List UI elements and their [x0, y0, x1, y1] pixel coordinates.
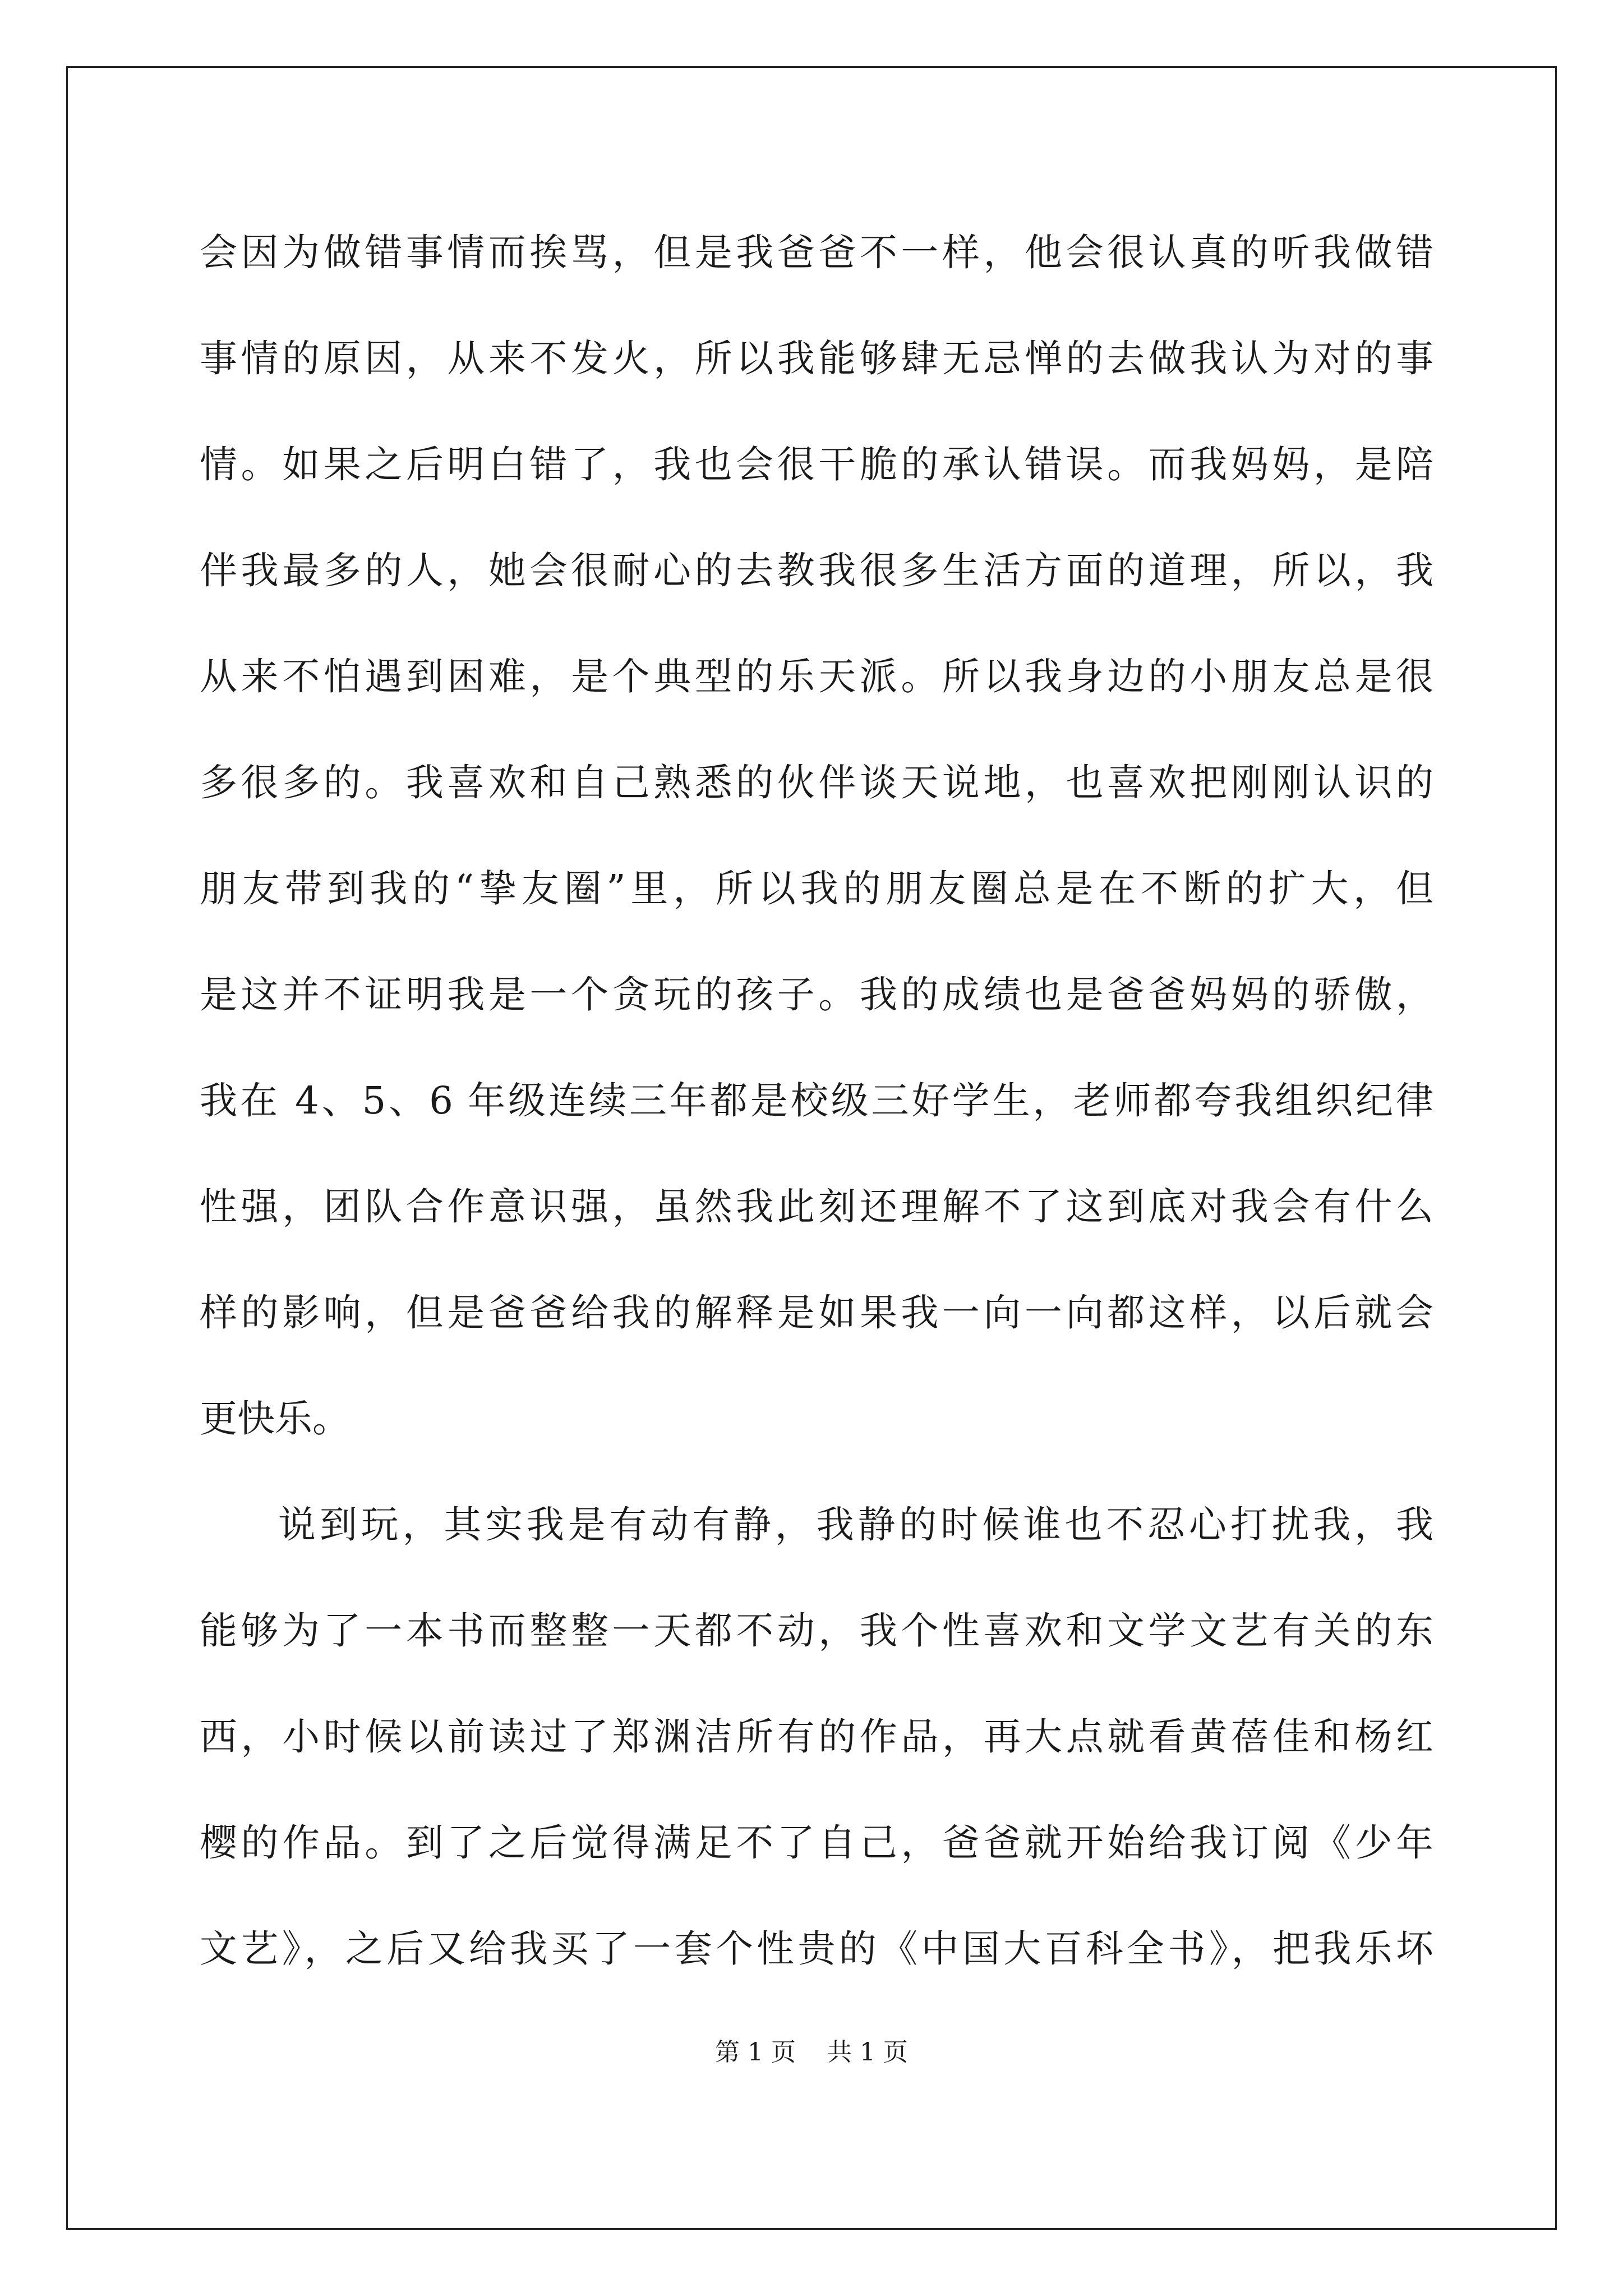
- text-line: 从来不怕遇到困难，是个典型的乐天派。所以我身边的小朋友总是很: [200, 655, 1433, 698]
- text-line: 性强，团队合作意识强，虽然我此刻还理解不了这到底对我会有什么: [200, 1185, 1433, 1228]
- text-line: 会因为做错事情而挨骂，但是我爸爸不一样，他会很认真的听我做错: [200, 231, 1433, 274]
- text-line: 伴我最多的人，她会很耐心的去教我很多生活方面的道理，所以，我: [200, 549, 1433, 592]
- text-line: 朋友带到我的“挚友圈”里，所以我的朋友圈总是在不断的扩大，但: [200, 867, 1433, 910]
- text-line: 更快乐。: [200, 1397, 350, 1441]
- text-line: 样的影响，但是爸爸给我的解释是如果我一向一向都这样，以后就会: [200, 1291, 1433, 1335]
- text-line: 文艺》，之后又给我买了一套个性贵的《中国大百科全书》，把我乐坏: [200, 1927, 1433, 1971]
- text-line: 是这并不证明我是一个贪玩的孩子。我的成绩也是爸爸妈妈的骄傲，: [200, 973, 1433, 1016]
- text-line: 事情的原因，从来不发火，所以我能够肆无忌惮的去做我认为对的事: [200, 337, 1433, 380]
- text-line: 我在 4、5、6 年级连续三年都是校级三好学生，老师都夸我组织纪律: [200, 1079, 1433, 1122]
- paragraph-first-line: 说到玩，其实我是有动有静，我静的时候谁也不忍心打扰我，我: [278, 1503, 1433, 1547]
- page-number: 第 1 页 共 1 页: [715, 2038, 908, 2067]
- text-line: 能够为了一本书而整整一天都不动，我个性喜欢和文学文艺有关的东: [200, 1609, 1433, 1653]
- text-line: 西，小时候以前读过了郑渊洁所有的作品，再大点就看黄蓓佳和杨红: [200, 1715, 1433, 1759]
- document-body: [200, 200, 1433, 2002]
- page-footer: [0, 2032, 1623, 2068]
- text-line: 多很多的。我喜欢和自己熟悉的伙伴谈天说地，也喜欢把刚刚认识的: [200, 761, 1433, 804]
- text-line: 樱的作品。到了之后觉得满足不了自己，爸爸就开始给我订阅《少年: [200, 1821, 1433, 1865]
- text-line: 情。如果之后明白错了，我也会很干脆的承认错误。而我妈妈，是陪: [200, 443, 1433, 486]
